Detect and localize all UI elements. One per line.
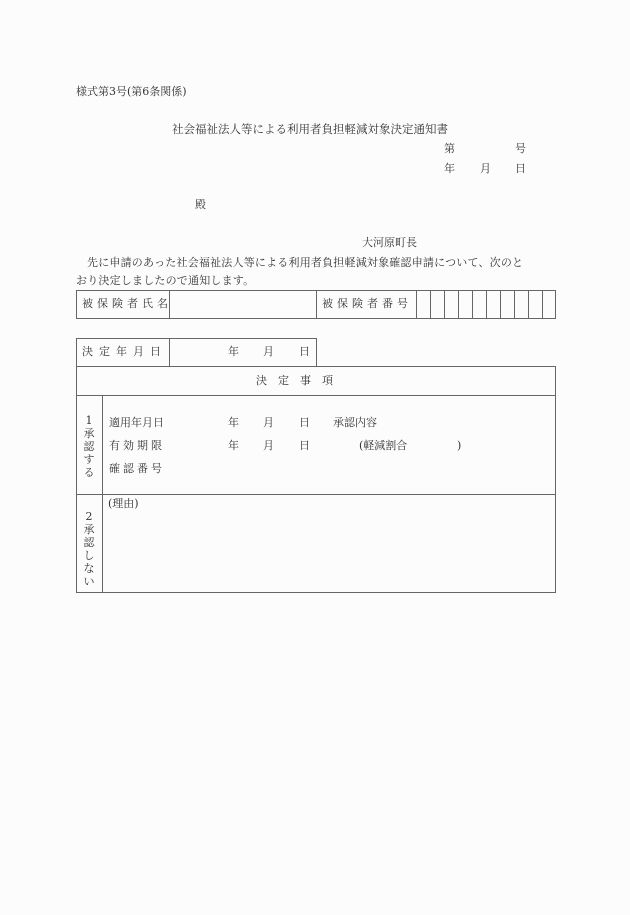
validity-date-year: 年: [228, 439, 239, 452]
approve-label-char: 承: [83, 427, 95, 440]
validity-label: 有効期限: [109, 439, 165, 452]
divider: [102, 395, 103, 593]
addressee-honorific: 殿: [195, 198, 206, 211]
reason-field[interactable]: [104, 512, 554, 590]
insured-name-field[interactable]: [170, 291, 316, 318]
validity-date-month: 月: [263, 439, 274, 452]
issuer-name: 大河原町長: [362, 236, 417, 249]
divider: [316, 290, 317, 319]
divider: [76, 395, 556, 396]
reject-label-char: な: [83, 562, 95, 575]
reject-label-char: 認: [83, 536, 95, 549]
decision-date-month: 月: [263, 345, 274, 358]
insured-number-digit-3[interactable]: [445, 291, 458, 318]
apply-date-day: 日: [299, 416, 310, 429]
divider: [76, 494, 556, 495]
notice-body-line-1: 先に申請のあった社会福祉法人等による利用者負担軽減対象確認申請について、次のと: [87, 256, 524, 269]
issue-date-year: 年: [444, 162, 455, 175]
issue-date-month: 月: [480, 162, 491, 175]
form-number: 様式第3号(第6条関係): [76, 85, 187, 98]
apply-date-year: 年: [228, 416, 239, 429]
confirm-number-field[interactable]: [170, 459, 450, 475]
issue-date-day: 日: [515, 162, 526, 175]
insured-number-digit-7[interactable]: [501, 291, 514, 318]
document-title: 社会福祉法人等による利用者負担軽減対象決定通知書: [172, 122, 448, 136]
reject-section-label: [82, 510, 96, 588]
insured-name-label: 被保険者氏名: [82, 297, 172, 310]
reject-label-char: 承: [83, 523, 95, 536]
approve-label-char: る: [83, 466, 95, 479]
decision-items-header: 決 定 事 項: [256, 374, 333, 387]
insured-number-digit-10[interactable]: [543, 291, 555, 318]
insured-number-digit-2[interactable]: [431, 291, 444, 318]
document-number-suffix: 号: [515, 142, 526, 155]
reduction-rate-label: (軽減割合: [359, 439, 408, 452]
approval-content-label: 承認内容: [333, 416, 377, 429]
confirm-number-label: 確認番号: [109, 462, 165, 475]
decision-date-year: 年: [228, 345, 239, 358]
decision-date-label: 決定年月日: [82, 345, 167, 358]
notice-body-line-2: おり決定しましたので通知します。: [76, 274, 255, 287]
reason-label: (理由): [108, 497, 139, 510]
document-number-prefix: 第: [444, 142, 455, 155]
approve-section-label: [82, 414, 96, 479]
insured-number-digit-9[interactable]: [529, 291, 542, 318]
document-number-field[interactable]: [458, 140, 512, 156]
apply-date-month: 月: [263, 416, 274, 429]
insured-number-digit-5[interactable]: [473, 291, 486, 318]
insured-number-digit-1[interactable]: [417, 291, 430, 318]
insured-number-digit-8[interactable]: [515, 291, 528, 318]
apply-date-field[interactable]: [170, 413, 310, 429]
decision-date-day: 日: [299, 345, 310, 358]
addressee-field[interactable]: [76, 195, 192, 213]
validity-date-field[interactable]: [170, 436, 310, 452]
reduction-rate-close: ): [457, 439, 462, 452]
validity-date-day: 日: [299, 439, 310, 452]
approve-label-char: 認: [83, 440, 95, 453]
reject-label-char: 2: [85, 510, 93, 523]
decision-date-field[interactable]: [170, 339, 316, 366]
reject-label-char: し: [83, 549, 95, 562]
insured-number-digit-4[interactable]: [459, 291, 472, 318]
notice-body: [76, 254, 558, 290]
approve-label-char: 1: [85, 414, 93, 427]
insured-number-label: 被保険者番号: [322, 297, 412, 310]
approve-label-char: す: [83, 453, 95, 466]
apply-date-label: 適用年月日: [109, 416, 164, 429]
reject-label-char: い: [83, 575, 95, 588]
insured-number-digit-6[interactable]: [487, 291, 500, 318]
reduction-rate-field[interactable]: [412, 436, 454, 452]
